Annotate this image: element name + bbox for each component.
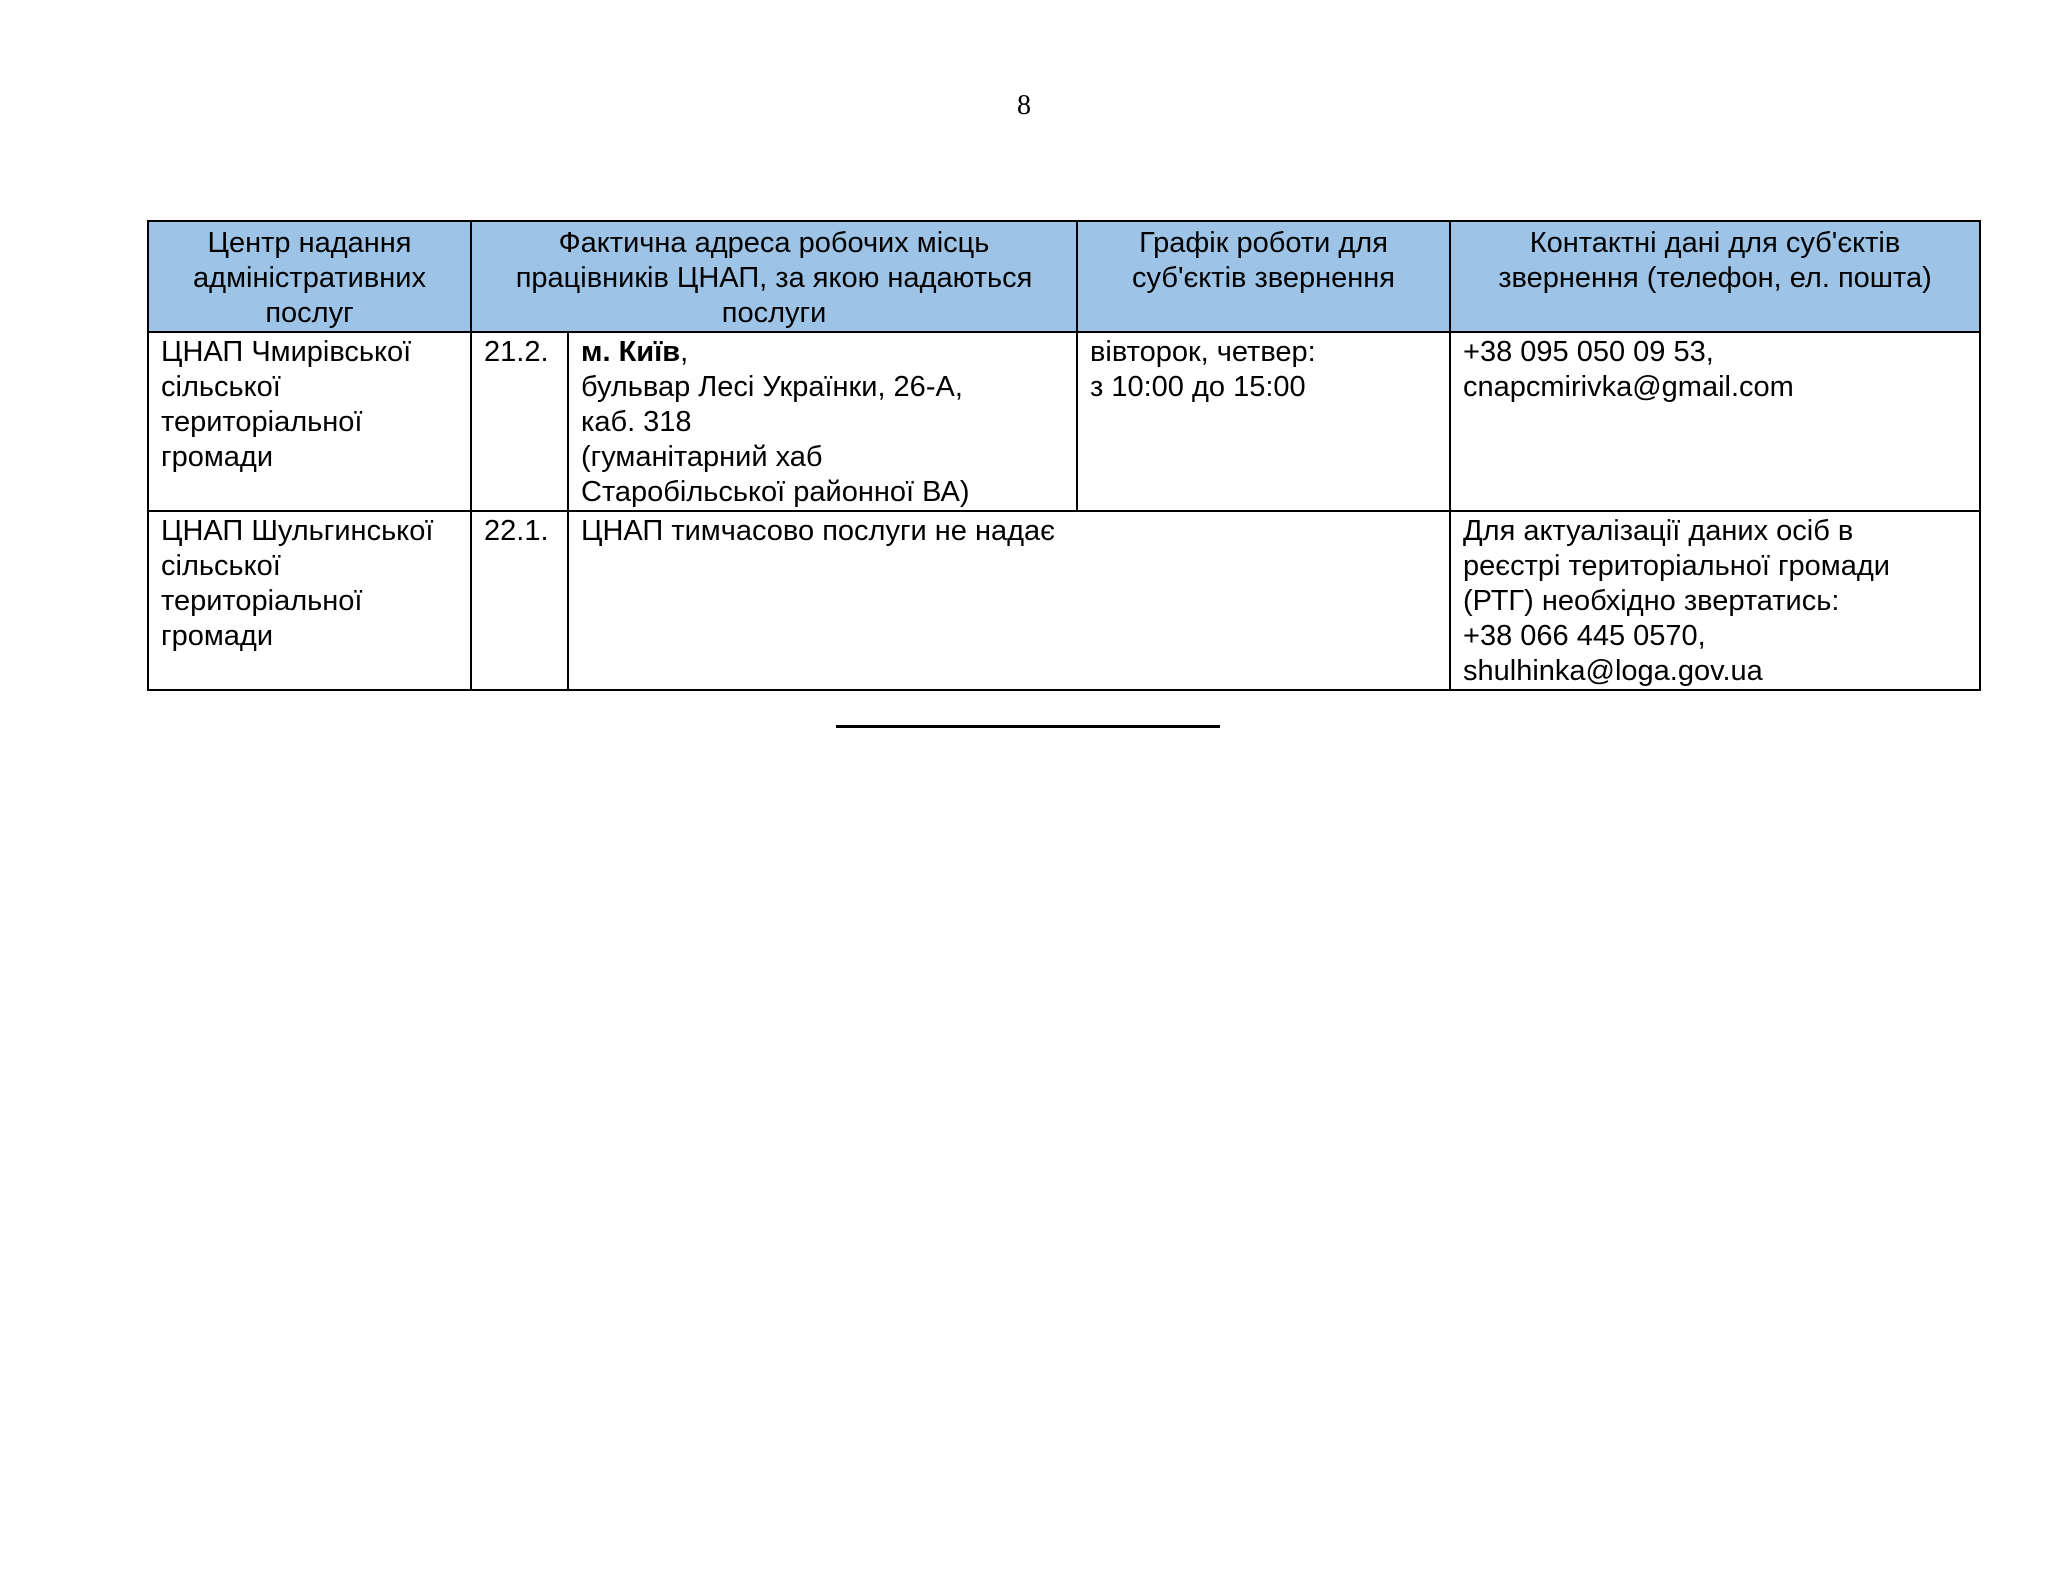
- header-address: Фактична адреса робочих місць працівників ЦНАП, за якою надаються послуги: [471, 221, 1077, 332]
- center-line: ЦНАП Чмирівської: [161, 336, 412, 368]
- address-line: бульвар Лесі Українки, 26-А,: [581, 371, 963, 403]
- address-line: каб. 318: [581, 406, 692, 438]
- center-line: громади: [161, 441, 274, 473]
- address-note-cell: ЦНАП тимчасово послуги не надає: [568, 511, 1450, 690]
- table-row: [148, 332, 1980, 511]
- center-line: громади: [161, 620, 274, 652]
- center-line: ЦНАП Шульгинської: [161, 515, 434, 547]
- address-city-suffix: ,: [680, 336, 689, 368]
- closing-divider: [836, 725, 1220, 728]
- center-cell: [148, 332, 471, 511]
- address-cell: [568, 332, 1077, 511]
- contact-email: cnapcmirivka@gmail.com: [1463, 371, 1794, 403]
- address-line: (гуманітарний хаб: [581, 441, 823, 473]
- header-schedule: Графік роботи для суб'єктів звернення: [1077, 221, 1450, 332]
- center-cell: [148, 511, 471, 690]
- header-contacts: Контактні дані для суб'єктів звернення (телефон, ел. пошта): [1450, 221, 1980, 332]
- contacts-cell: [1450, 511, 1980, 690]
- contact-email: shulhinka@loga.gov.ua: [1463, 655, 1763, 687]
- center-line: територіальної: [161, 585, 363, 617]
- center-line: територіальної: [161, 406, 363, 438]
- address-city-line: [581, 335, 1064, 370]
- contact-phone: +38 095 050 09 53,: [1463, 336, 1714, 368]
- schedule-line: вівторок, четвер:: [1090, 336, 1316, 368]
- center-line: сільської: [161, 371, 281, 403]
- schedule-cell: [1077, 332, 1450, 511]
- contact-line: (РТГ) необхідно звертатись:: [1463, 585, 1840, 617]
- header-center: Центр надання адміністративних послуг: [148, 221, 471, 332]
- table-row: [148, 511, 1980, 690]
- row-number: 22.1.: [471, 511, 568, 690]
- row-number: 21.2.: [471, 332, 568, 511]
- page-number: 8: [1017, 90, 1031, 121]
- schedule-line: з 10:00 до 15:00: [1090, 371, 1306, 403]
- contact-line: реєстрі територіальної громади: [1463, 550, 1890, 582]
- contact-line: Для актуалізації даних осіб в: [1463, 515, 1854, 547]
- contact-phone: +38 066 445 0570,: [1463, 620, 1706, 652]
- table-header-row: [148, 221, 1980, 332]
- center-line: сільської: [161, 550, 281, 582]
- contacts-cell: [1450, 332, 1980, 511]
- address-line: Старобільської районної ВА): [581, 476, 970, 508]
- cnap-table: [147, 220, 1981, 691]
- address-city: м. Київ: [581, 336, 681, 368]
